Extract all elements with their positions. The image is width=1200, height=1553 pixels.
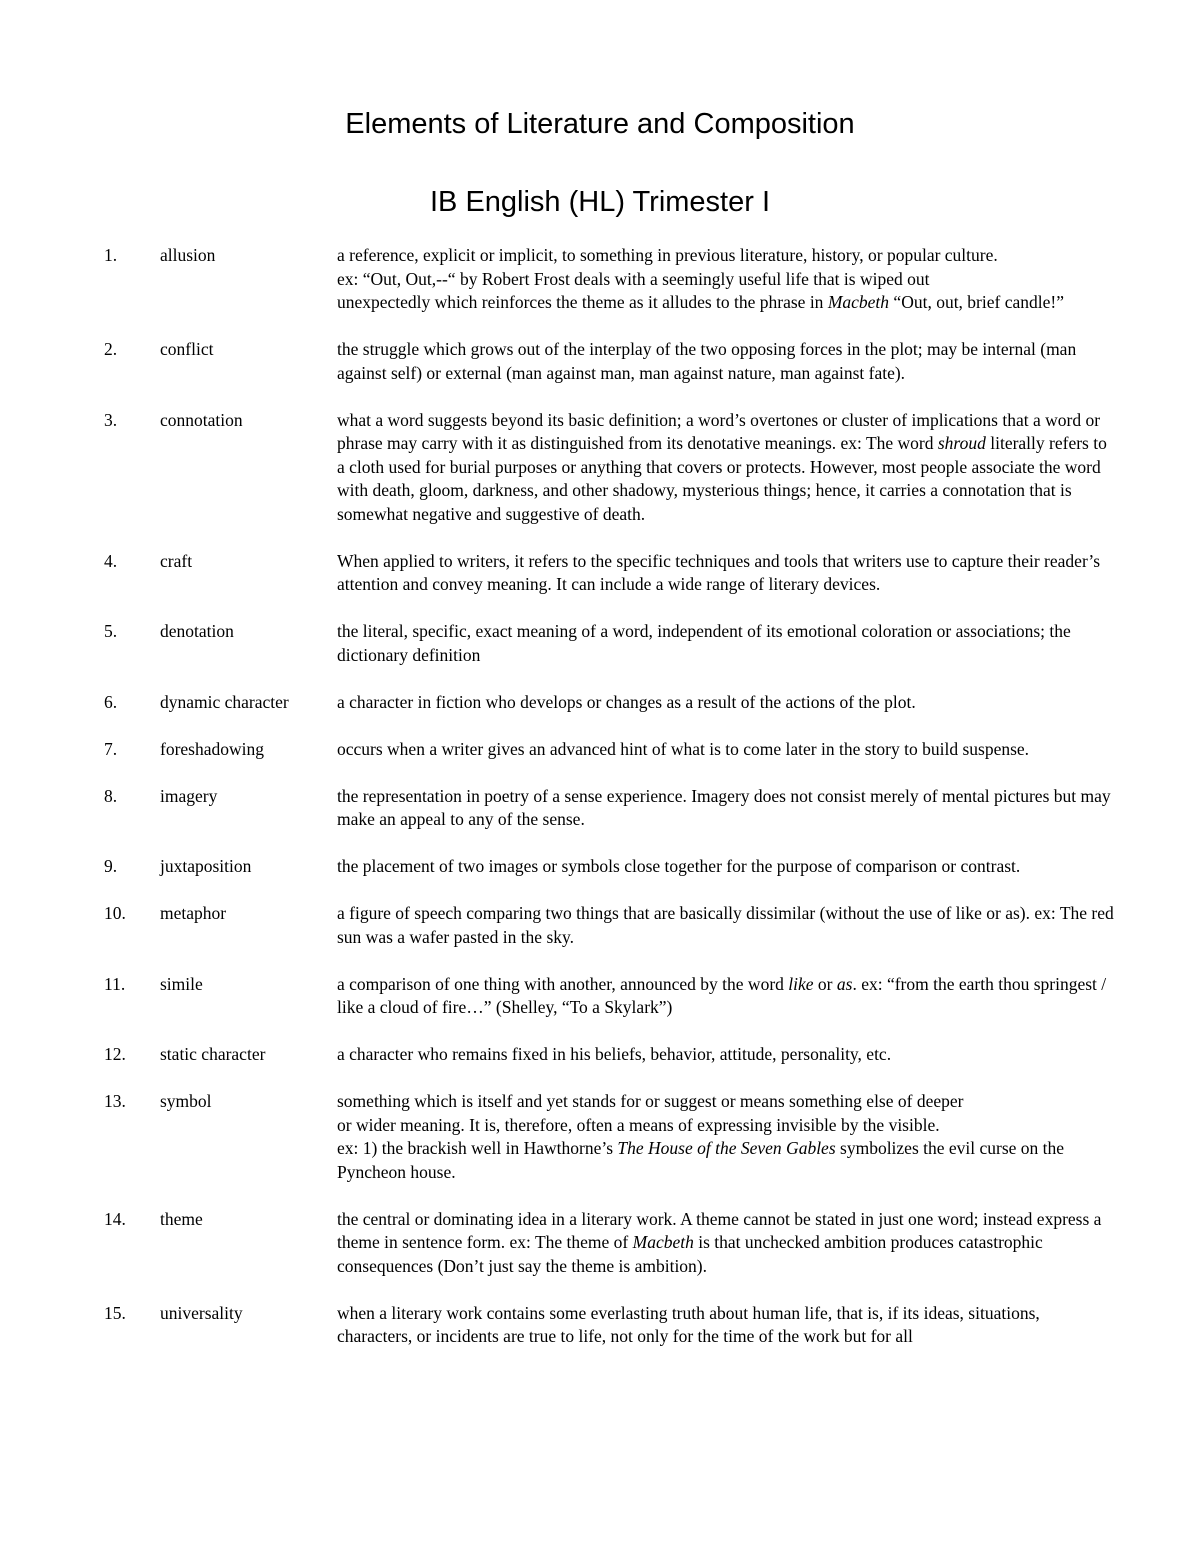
- definition-text: occurs when a writer gives an advanced hint of what is to come later in the story to build suspense.: [337, 738, 1030, 759]
- term-entry-connotation: [0, 409, 1200, 527]
- definition-text: . ex: “from the earth thou springest / like a cloud of fire…” (Shelley, “To a Skylark”): [337, 973, 1107, 1017]
- term-definition: [337, 244, 1117, 315]
- definition-text: a character who remains fixed in his beliefs, behavior, attitude, personality, etc.: [337, 1044, 892, 1064]
- term-name: universality: [160, 1302, 243, 1323]
- definition-text: the central or dominating idea in a literary work. A theme cannot be stated in just one word; instead express a theme in sentence form. ex: The theme of: [337, 1208, 1102, 1252]
- definition-text: “Out, out, brief candle!”: [889, 292, 1064, 312]
- term-definition: [337, 1302, 1117, 1349]
- term-number: 13.: [104, 1091, 126, 1111]
- term-number: 2.: [104, 339, 118, 359]
- term-definition: [337, 409, 1117, 527]
- definition-text: the representation in poetry of a sense experience. Imagery does not consist merely of mental pictures but may make an appeal to any of the sense.: [337, 785, 1111, 829]
- term-entry-symbol: [0, 1090, 1200, 1184]
- term-definition: [337, 973, 1117, 1020]
- term-entry-juxtaposition: [0, 855, 1200, 879]
- term-name: imagery: [160, 785, 218, 806]
- term-definition: [337, 738, 1117, 762]
- term-entry-allusion: [0, 244, 1200, 315]
- term-name: foreshadowing: [160, 738, 265, 759]
- term-name: dynamic character: [160, 691, 289, 712]
- term-number: 14.: [104, 1208, 126, 1229]
- document-title: Elements of Literature and Composition: [345, 108, 855, 140]
- definition-text: a character in fiction who develops or changes as a result of the actions of the plot.: [337, 691, 916, 712]
- term-entry-foreshadowing: [0, 738, 1200, 762]
- term-entry-simile: [0, 973, 1200, 1020]
- definition-text: or wider meaning. It is, therefore, often a means of expressing invisible by the visible.: [337, 1114, 940, 1135]
- term-number: 3.: [104, 409, 118, 430]
- definition-text: ex: 1) the brackish well in Hawthorne’s: [337, 1138, 618, 1158]
- definition-italic-text: like: [788, 973, 814, 994]
- term-definition: [337, 902, 1117, 949]
- term-name: allusion: [160, 245, 216, 265]
- term-definition: [337, 620, 1117, 667]
- term-number: 15.: [104, 1302, 126, 1323]
- term-name: connotation: [160, 409, 243, 430]
- term-number: 4.: [104, 550, 118, 571]
- term-number: 7.: [104, 738, 118, 759]
- term-definition: [337, 691, 1117, 715]
- term-name: theme: [160, 1208, 203, 1229]
- definition-text: is that unchecked ambition produces catastrophic consequences (Don’t just say the theme is ambition).: [337, 1232, 1043, 1276]
- term-name: simile: [160, 973, 203, 994]
- term-entry-craft: [0, 550, 1200, 597]
- term-number: 5.: [104, 621, 118, 641]
- definition-text: a comparison of one thing with another, announced by the word: [337, 973, 789, 994]
- term-entry-static-character: [0, 1043, 1200, 1067]
- definition-text: the literal, specific, exact meaning of a word, independent of its emotional coloration or associations; the dictionary definition: [337, 621, 1071, 665]
- term-name: conflict: [160, 339, 214, 359]
- definition-italic-text: Macbeth: [632, 1232, 694, 1252]
- definition-text: ex: “Out, Out,--“ by Robert Frost deals with a seemingly useful life that is wiped out: [337, 268, 930, 289]
- term-number: 1.: [104, 245, 118, 265]
- terms-list: [0, 244, 1200, 1372]
- term-entry-theme: [0, 1208, 1200, 1279]
- definition-text: when a literary work contains some everlasting truth about human life, that is, if its ideas, situations, characters, or incidents are true to life, not only for the time of the work but for all: [337, 1302, 1040, 1346]
- term-definition: [337, 855, 1117, 879]
- term-name: static character: [160, 1044, 266, 1064]
- definition-italic-text: The House of the Seven Gables: [617, 1138, 836, 1158]
- term-entry-dynamic-character: [0, 691, 1200, 715]
- term-entry-metaphor: [0, 902, 1200, 949]
- definition-text: the placement of two images or symbols close together for the purpose of comparison or contrast.: [337, 856, 1021, 876]
- term-number: 8.: [104, 785, 118, 806]
- term-entry-universality: [0, 1302, 1200, 1349]
- term-name: craft: [160, 550, 193, 571]
- definition-text: what a word suggests beyond its basic definition; a word’s overtones or cluster of implications that a word or phrase may carry with it as distinguished from its denotative meanings. ex: The word: [337, 409, 1101, 453]
- definition-text: When applied to writers, it refers to the specific techniques and tools that writers use to capture their reader’s attention and convey meaning. It can include a wide range of literary devices.: [337, 550, 1101, 594]
- term-number: 9.: [104, 856, 118, 876]
- term-name: denotation: [160, 621, 234, 641]
- term-number: 11.: [104, 973, 126, 994]
- term-definition: [337, 1090, 1117, 1184]
- definition-text: a figure of speech comparing two things that are basically dissimilar (without the use of like or as). ex: The red sun was a wafer pasted in the sky.: [337, 903, 1114, 947]
- definition-text: a reference, explicit or implicit, to something in previous literature, history, or popular culture.: [337, 245, 998, 265]
- term-name: juxtaposition: [160, 856, 252, 876]
- definition-italic-text: shroud: [937, 433, 986, 453]
- term-definition: [337, 785, 1117, 832]
- definition-italic-text: as: [836, 973, 853, 994]
- term-number: 6.: [104, 691, 118, 712]
- definition-text: symbolizes the evil curse on the Pyncheon house.: [337, 1138, 1065, 1182]
- term-entry-imagery: [0, 785, 1200, 832]
- definition-italic-text: Macbeth: [827, 292, 890, 312]
- term-definition: [337, 338, 1117, 385]
- definition-text: something which is itself and yet stands for or suggest or means something else of deeper: [337, 1091, 964, 1111]
- term-number: 12.: [104, 1044, 126, 1064]
- term-name: symbol: [160, 1091, 212, 1111]
- definition-text: literally refers to a cloth used for burial purposes or anything that covers or protects. However, most people associate the word with death, gloom, darkness, and other shadowy, mysterious things; hence, it carries a connotation that is somewhat negative and suggestive of death.: [337, 433, 1107, 524]
- definition-text: the struggle which grows out of the interplay of the two opposing forces in the plot; may be internal (man against self) or external (man against man, man against nature, man against fate).: [337, 339, 1077, 383]
- term-name: metaphor: [160, 903, 227, 923]
- term-entry-denotation: [0, 620, 1200, 667]
- term-entry-conflict: [0, 338, 1200, 385]
- term-definition: [337, 1208, 1117, 1279]
- term-number: 10.: [104, 903, 126, 923]
- term-definition: [337, 1043, 1117, 1067]
- term-definition: [337, 550, 1117, 597]
- document-subtitle: IB English (HL) Trimester I: [429, 186, 771, 218]
- definition-text: unexpectedly which reinforces the theme as it alludes to the phrase in: [337, 292, 828, 312]
- definition-text: or: [813, 973, 837, 994]
